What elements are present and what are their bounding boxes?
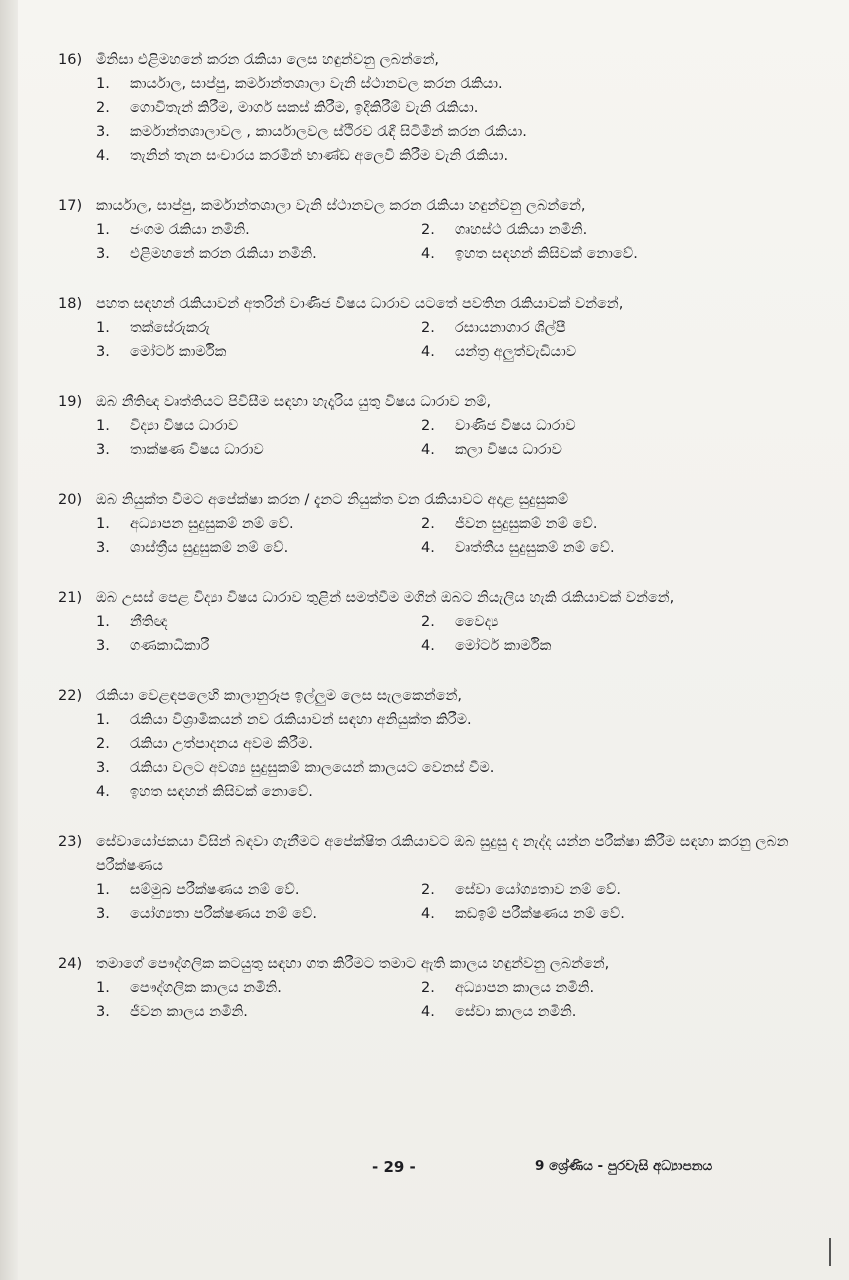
option-text: කාර්යාල, සාප්පු, කර්මාන්තශාලා වැනි ස්ථානවල කරන රැකියා. [130,76,503,92]
option-text: රැකියා වලට අවශ්‍ය සුදුසුකම් කාලයෙන් කාලයට වෙනස් වීම. [130,760,495,776]
option-text: ගොවිතැන් කිරීම, මාර්ග සකස් කිරීම, ඉදිකිරීම් වැනි රැකියා. [130,100,479,116]
answer-options [96,708,798,804]
question-number: 16) [58,52,83,68]
question-header [58,952,798,976]
question-header [58,830,798,878]
option-text: රැකියා උත්පාදනය අවම කිරීම. [130,736,313,752]
answer-options [96,512,798,560]
answer-option [421,536,798,560]
answer-option [96,976,421,1000]
option-number: 2. [421,320,435,336]
question-text: පහත සඳහන් රැකියාවන් අතරින් වාණිජ විෂය ධාරාව යටතේ පවතින රැකියාවක් වන්නේ, [96,296,624,312]
question-text: ඔබ නියුක්ත වීමට අපේක්ෂා කරන / දැනට නියුක්ත වන රැකියාවට අදාළ සුදුසුකම් [96,492,569,508]
answer-option [96,414,421,438]
option-number: 4. [421,344,435,360]
answer-option [96,878,421,902]
answer-option [96,756,798,780]
answer-option [96,340,421,364]
question-header [58,586,798,610]
option-text: සේවා කාලය නමිනි. [455,1004,577,1020]
option-number: 3. [96,638,110,654]
option-text: ඉහත සඳහන් කිසිවක් නොවේ. [455,246,638,262]
question-22 [58,684,798,804]
question-header [58,194,798,218]
option-number: 3. [96,442,110,458]
option-number: 4. [96,148,110,164]
answer-option [96,634,421,658]
option-number: 3. [96,906,110,922]
answer-options [96,72,798,168]
answer-option [421,316,798,340]
answer-option [96,512,421,536]
option-text: ගෘහස්ථ රැකියා නමිනි. [455,222,588,238]
option-number: 3. [96,760,110,776]
answer-option [96,242,421,266]
option-text: යන්ත්‍ර අලුත්වැඩියාව [455,344,577,360]
question-text: මිනිසා එළිමහනේ කරන රැකියා ලෙස හඳුන්වනු ලබන්නේ, [96,52,440,68]
option-number: 2. [421,614,435,630]
answer-option [421,218,798,242]
option-number: 4. [96,784,110,800]
answer-options [96,610,798,658]
answer-option [96,610,421,634]
answer-option [96,72,798,96]
answer-option [421,878,798,902]
option-text: කර්මාන්තශාලාවල , කාර්යාලවල ස්ථිරව රැඳී සිටිමින් කරන රැකියා. [130,124,527,140]
question-number: 19) [58,394,83,410]
question-number: 17) [58,198,83,214]
book-spine-shadow [0,0,18,1280]
option-text: යෝග්‍යතා පරීක්ෂණය නම් වේ. [130,906,317,922]
option-number: 2. [421,980,435,996]
option-number: 2. [421,882,435,898]
option-text: සේවා යෝග්‍යතාව නම් වේ. [455,882,622,898]
option-number: 4. [421,246,435,262]
question-text: ඔබ නීතිඥ වෘත්තියට පිවිසීම සඳහා හැදෑරිය යුතු විෂය ධාරාව නම්, [96,394,492,410]
option-number: 2. [421,222,435,238]
answer-option [421,512,798,536]
question-19 [58,390,798,462]
question-number: 22) [58,688,83,704]
option-number: 4. [421,906,435,922]
answer-option [96,218,421,242]
option-text: රැකියා විශ්‍රාමිකයන් නව රැකියාවන් සඳහා අනියුක්ත කිරීම. [130,712,472,728]
option-text: කලා විෂය ධාරාව [455,442,562,458]
option-number: 1. [96,712,110,728]
option-number: 3. [96,246,110,262]
option-text: මෝටර් කාර්මික [130,344,227,360]
answer-option [96,708,798,732]
option-number: 2. [96,100,110,116]
page-footer [0,1158,849,1182]
option-number: 1. [96,222,110,238]
option-text: වෘත්තීය සුදුසුකම් නම් වේ. [455,540,615,556]
answer-option [421,902,798,926]
answer-option [421,610,798,634]
option-number: 4. [421,442,435,458]
option-number: 1. [96,882,110,898]
answer-option [96,732,798,756]
option-text: ශාස්ත්‍රීය සුදුසුකම් නම් වේ. [130,540,289,556]
answer-option [421,634,798,658]
answer-option [96,144,798,168]
option-text: සම්මුඛ පරීක්ෂණය නම් වේ. [130,882,300,898]
question-text: සේවායෝජකයා විසින් බඳවා ගැනීමට අපේක්ෂිත රැකියාවට ඔබ සුදුසු ද නැද්ද යන්න පරීක්ෂා කිරීම සඳහා කරනු ලබන පරීක්ෂණය [96,834,789,874]
answer-option [421,438,798,462]
question-number: 21) [58,590,83,606]
option-text: ජංගම රැකියා නමිනි. [130,222,250,238]
option-number: 1. [96,418,110,434]
answer-options [96,414,798,462]
question-16 [58,48,798,168]
option-text: තැනින් තැන සංචාරය කරමින් භාණ්ඩ අලෙවි කිරීම වැනි රැකියා. [130,148,509,164]
option-number: 3. [96,344,110,360]
option-number: 1. [96,76,110,92]
option-number: 1. [96,516,110,532]
answer-options [96,878,798,926]
question-text: රැකියා වෙළඳපලෙහි කාලානුරූප ඉල්ලුම ලෙස සැලකෙන්නේ, [96,688,462,704]
option-text: රසායනාගාර ශිල්පී [455,320,566,336]
option-number: 4. [421,1004,435,1020]
question-number: 18) [58,296,83,312]
footer-title: 9 ශ්‍රේණිය - පුරවැසි අධ්‍යාපනය [535,1158,713,1174]
question-header [58,390,798,414]
answer-option [421,340,798,364]
option-text: මෝටර් කාර්මික [455,638,552,654]
answer-option [96,316,421,340]
option-text: ඉහත සඳහන් කිසිවක් නොවේ. [130,784,313,800]
page-number: - 29 - [372,1158,416,1176]
option-text: වාණිජ විෂය ධාරාව [455,418,576,434]
question-20 [58,488,798,560]
option-text: නීතිඥ [130,614,168,630]
question-header [58,684,798,708]
answer-option [96,780,798,804]
question-17 [58,194,798,266]
option-text: තක්සේරුකරු [130,320,210,336]
option-number: 3. [96,1004,110,1020]
margin-mark [829,1238,831,1266]
option-number: 2. [421,418,435,434]
answer-option [421,414,798,438]
option-text: කඩඉම් පරීක්ෂණය නම් වේ. [455,906,625,922]
option-number: 3. [96,540,110,556]
option-text: ජීවන කාලය නමිනි. [130,1004,248,1020]
option-number: 1. [96,980,110,996]
option-text: පෞද්ගලික කාලය නමිනි. [130,980,282,996]
question-24 [58,952,798,1024]
answer-option [96,536,421,560]
question-number: 24) [58,956,83,972]
question-header [58,48,798,72]
question-text: ඔබ උසස් පෙළ විද්‍යා විෂය ධාරාව තුළින් සමත්වීම මගින් ඔබට නියැලිය හැකි රැකියාවක් වන්නේ, [96,590,675,606]
question-header [58,488,798,512]
option-number: 3. [96,124,110,140]
answer-option [96,902,421,926]
question-header [58,292,798,316]
option-number: 4. [421,638,435,654]
answer-option [421,976,798,1000]
question-number: 23) [58,834,83,850]
option-number: 1. [96,614,110,630]
question-23 [58,830,798,926]
answer-option [96,438,421,462]
option-text: ජීවන සුදුසුකම් නම් වේ. [455,516,598,532]
option-text: තාක්ෂණ විෂය ධාරාව [130,442,264,458]
option-text: වෛද්‍ය [455,614,499,630]
option-text: අධ්‍යාපන කාලය නමිනි. [455,980,595,996]
answer-option [421,1000,798,1024]
option-number: 2. [96,736,110,752]
question-text: කාර්යාල, සාප්පු, කර්මාන්තශාලා වැනි ස්ථානවල කරන රැකියා හඳුන්වනු ලබන්නේ, [96,198,586,214]
option-number: 4. [421,540,435,556]
answer-options [96,218,798,266]
answer-option [96,120,798,144]
question-number: 20) [58,492,83,508]
question-21 [58,586,798,658]
answer-options [96,976,798,1024]
answer-option [96,1000,421,1024]
answer-option [421,242,798,266]
answer-options [96,316,798,364]
question-18 [58,292,798,364]
answer-option [96,96,798,120]
option-text: විද්‍යා විෂය ධාරාව [130,418,239,434]
option-text: එළිමහනේ කරන රැකියා නමිනි. [130,246,317,262]
option-text: ගණකාධිකාරී [130,638,210,654]
question-text: තමාගේ පෞද්ගලික කටයුතු සඳහා ගත කිරීමට තමාට ඇති කාලය හඳුන්වනු ලබන්නේ, [96,956,610,972]
option-number: 1. [96,320,110,336]
option-number: 2. [421,516,435,532]
option-text: අධ්‍යාපන සුදුසුකම් නම් වේ. [130,516,294,532]
questions-list [58,48,798,1050]
